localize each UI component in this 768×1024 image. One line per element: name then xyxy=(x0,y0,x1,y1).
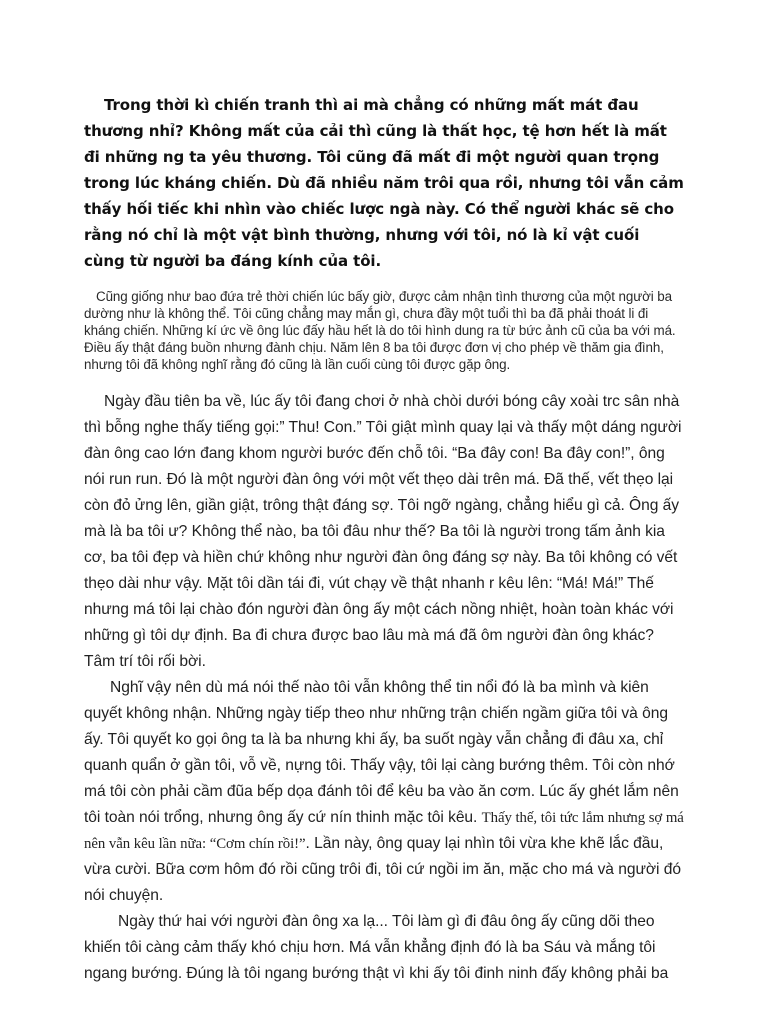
paragraph-memory: Cũng giống như bao đứa trẻ thời chiến lúc bấy giờ, được cảm nhận tình thương của một người ba dường như là không thể. Tôi cũng chẳng may mắn gì, chưa đầy một tuổi thì ba đã phải thoát li đi kháng chiến. Những kí ức về ông lúc đấy hầu hết là do tôi hình dung ra từ bức ảnh cũ của ba với má. Điều ấy thật đáng buồn nhưng đành chịu. Năm lên 8 ba tôi được đơn vị cho phép về thăm gia đình, nhưng tôi đã không nghĩ rằng đó cũng là lần cuối cùng tôi được gặp ông. xyxy=(84,289,676,372)
paragraph-first-day: Ngày đầu tiên ba về, lúc ấy tôi đang chơi ở nhà chòi dưới bóng cây xoài trc sân nhà thì bỗng nghe thấy tiếng gọi:” Thu! Con.” Tôi giật mình quay lại và thấy một dáng người đàn ông cao lớn đang khom người bước đến chỗ tôi. “Ba đây con! Ba đây con!”, ông nói run run. Đó là một người đàn ông với một vết thẹo dài trên má. Đã thế, vết thẹo lại còn đỏ ửng lên, giần giật, trông thật đáng sợ. Tôi ngỡ ngàng, chẳng hiểu gì cả. Ông ấy mà là ba tôi ư? Không thể nào, ba tôi đâu như thế? Ba tôi là người trong tấm ảnh kia cơ, ba tôi đẹp và hiền chứ không như người đàn ông đáng sợ này. Ba tôi không có vết thẹo dài như vậy. Mặt tôi dần tái đi, vút chạy về thật nhanh r kêu lên: “Má! Má!” Thế nhưng má tôi lại chào đón người đàn ông ấy một cách nồng nhiệt, hoàn toàn khác với những gì tôi dự định. Ba đi chưa được bao lâu mà má đã ôm người đàn ông khác? Tâm trí tôi rối bời. xyxy=(84,393,682,670)
paragraph-refusal-serif-sentence: Thấy thế, tôi tức lắm nhưng sợ má nên vẫn kêu lần nữa: “Cơm chín rồi!” xyxy=(84,810,684,852)
paragraph-refusal-part-2: . Lần này, ông quay lại nhìn tôi vừa khe khẽ lắc đầu, vừa cười. Bữa cơm hôm đó rồi cũng trôi đi, tôi cứ ngồi im ăn, mặc cho má và người đó nói chuyện. xyxy=(84,835,681,904)
paragraph-second-day: Ngày thứ hai với người đàn ông xa lạ... Tôi làm gì đi đâu ông ấy cũng dõi theo khiến tôi càng cảm thấy khó chịu hơn. Má vẫn khẳng định đó là ba Sáu và mắng tôi ngang bướng. Đúng là tôi ngang bướng thật vì khi ấy tôi đinh ninh đấy không phải ba xyxy=(84,913,669,982)
paragraph-refusal-part-1: Nghĩ vậy nên dù má nói thế nào tôi vẫn không thể tin nổi đó là ba mình và kiên quyết không nhận. Những ngày tiếp theo như những trận chiến ngầm giữa tôi và ông ấy. Tôi quyết ko gọi ông ta là ba nhưng khi ấy, ba suốt ngày vẫn chẳng đi đâu xa, chỉ quanh quẩn ở gần tôi, vỗ về, nựng tôi. Thấy vậy, tôi lại càng bướng thêm. Tôi còn nhớ má tôi còn phải cầm đũa bếp dọa đánh tôi để kêu ba vào ăn cơm. Lúc ấy ghét lắm nên tôi toàn nói trổng, nhưng ông ấy cứ nín thinh mặc tôi kêu. xyxy=(84,679,679,826)
paragraph-refusal xyxy=(84,675,684,909)
paragraph-intro: Trong thời kì chiến tranh thì ai mà chẳng có những mất mát đau thương nhỉ? Không mất của cải thì cũng là thất học, tệ hơn hết là mất đi những ng ta yêu thương. Tôi cũng đã mất đi một người quan trọng trong lúc kháng chiến. Dù đã nhiều năm trôi qua rồi, nhưng tôi vẫn cảm thấy hối tiếc khi nhìn vào chiếc lược ngà này. Có thể người khác sẽ cho rằng nó chỉ là một vật bình thường, nhưng với tôi, nó là kỉ vật cuối cùng từ người ba đáng kính của tôi. xyxy=(84,96,684,270)
